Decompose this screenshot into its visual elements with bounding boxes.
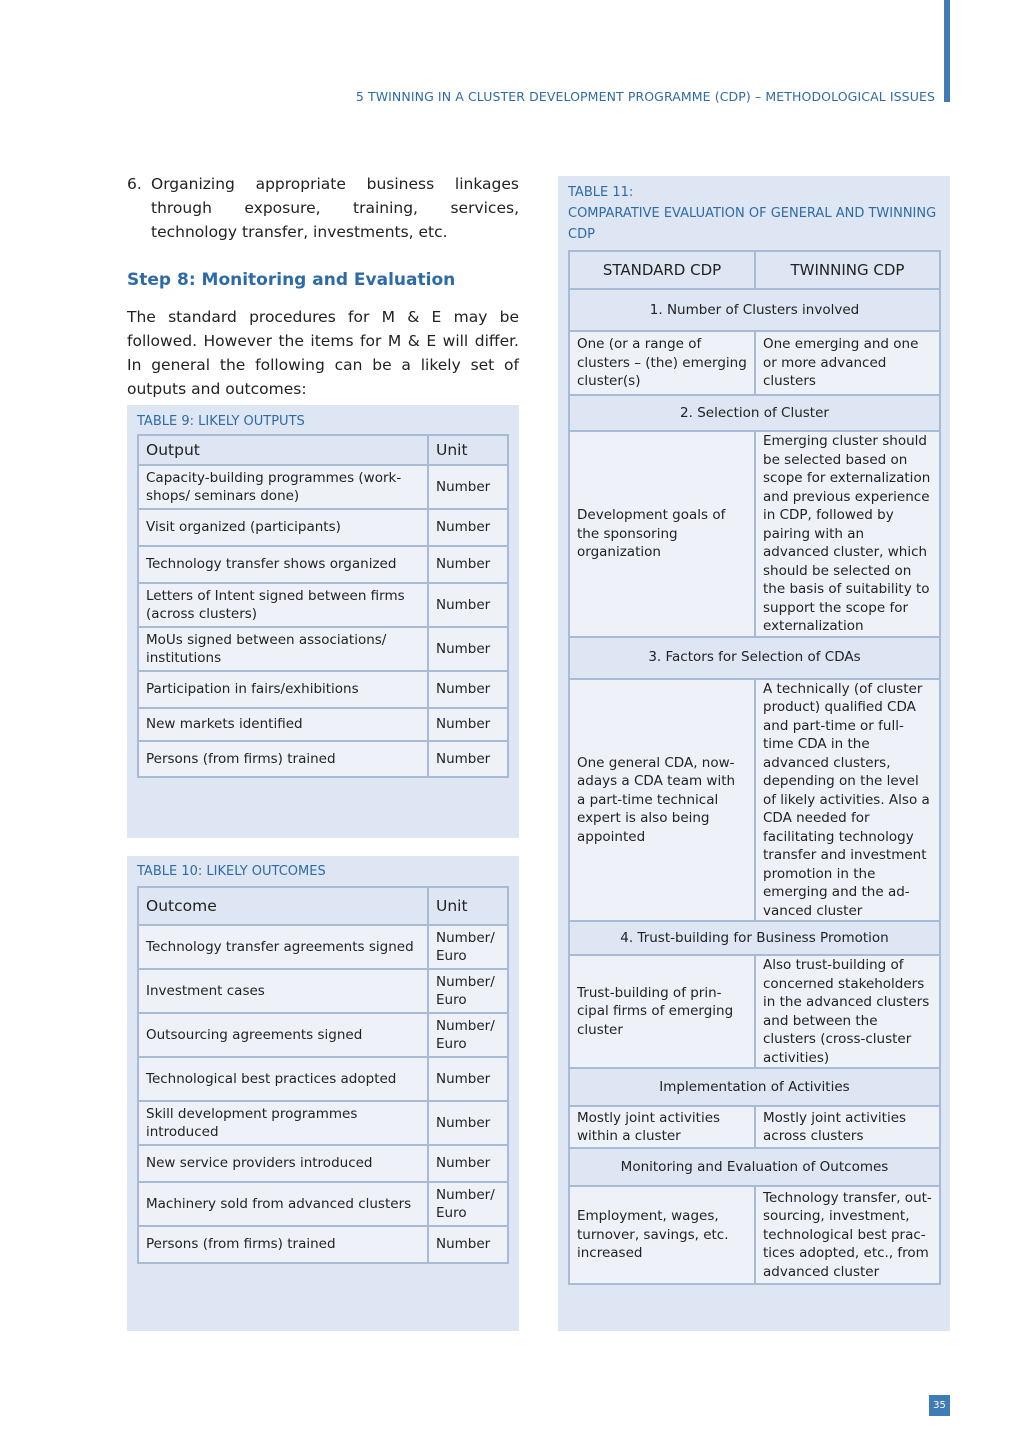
standard-cell: One (or a range of clusters – (the) emerging cluster(s) [569, 331, 755, 395]
standard-cell: One general CDA, nowadays a CDA team with a part-time technical expert is also being appointed [569, 679, 755, 922]
column-header-outcome: Outcome [138, 887, 428, 925]
unit-cell: Number [428, 509, 508, 546]
left-column [127, 172, 519, 401]
outcome-cell: New service providers introduced [138, 1145, 428, 1182]
table9-title: TABLE 9: LIKELY OUTPUTS [137, 414, 305, 429]
unit-cell: Number [428, 741, 508, 777]
table-row [569, 1186, 940, 1284]
table11-title: COMPARATIVE EVALUATION OF GENERAL AND TWINNING CDP [568, 206, 937, 242]
table-row [138, 1182, 508, 1226]
outcome-cell: Technological best practices adopted [138, 1057, 428, 1101]
table10-box [127, 856, 519, 1331]
outcome-cell: Technology transfer agreements signed [138, 925, 428, 969]
section-row [569, 1148, 940, 1186]
unit-cell: Number/ Euro [428, 925, 508, 969]
unit-cell: Number/ Euro [428, 969, 508, 1013]
step-heading: Step 8: Monitoring and Evaluation [127, 270, 456, 290]
unit-cell: Number [428, 465, 508, 509]
table-row [138, 925, 508, 969]
unit-cell: Number [428, 708, 508, 741]
outcome-cell: Outsourcing agreements signed [138, 1013, 428, 1057]
list-item [127, 172, 519, 244]
output-cell: Letters of Intent signed between firms (across clusters) [138, 583, 428, 627]
table-row [138, 1101, 508, 1145]
outputs-table [137, 434, 509, 778]
comparison-table [568, 250, 941, 1285]
outcome-cell: Investment cases [138, 969, 428, 1013]
output-cell: Participation in fairs/exhibitions [138, 671, 428, 708]
table10-title: TABLE 10: LIKELY OUTCOMES [137, 864, 326, 879]
section-row [569, 289, 940, 331]
unit-cell: Number [428, 1057, 508, 1101]
table-row [138, 546, 508, 583]
running-header: 5 TWINNING IN A CLUSTER DEVELOPMENT PROGRAMME (CDP) – METHODOLOGICAL ISSUES [355, 89, 935, 104]
column-header-unit: Unit [428, 435, 508, 465]
table-row [138, 969, 508, 1013]
outcomes-table [137, 886, 509, 1264]
table-row [138, 741, 508, 777]
section-heading: 1. Number of Clusters involved [569, 289, 940, 331]
section-row [569, 637, 940, 679]
section-row [569, 395, 940, 431]
table-row [138, 509, 508, 546]
table-row [138, 465, 508, 509]
table-row [138, 708, 508, 741]
unit-cell: Number [428, 1145, 508, 1182]
page-number: 35 [929, 1395, 950, 1416]
list-item-text: Organizing appropriate business linkages through exposure, training, services, technology transfer, investments, etc. [151, 175, 519, 241]
outcome-cell: Machinery sold from advanced clusters [138, 1182, 428, 1226]
list-item-number: 6. [127, 175, 142, 193]
twinning-cell: One emerging and one or more advanced clusters [755, 331, 940, 395]
standard-cell: Mostly joint activities within a cluster [569, 1106, 755, 1148]
twinning-cell: Technology transfer, outsourcing, investment, technological best practices adopted, etc., from advanced cluster [755, 1186, 940, 1284]
unit-cell: Number/ Euro [428, 1013, 508, 1057]
twinning-cell: Mostly joint activities across clusters [755, 1106, 940, 1148]
table-row [569, 1106, 940, 1148]
output-cell: New markets identified [138, 708, 428, 741]
table-row [138, 1145, 508, 1182]
unit-cell: Number [428, 583, 508, 627]
table-row [569, 955, 940, 1068]
table11-box [558, 176, 950, 1331]
output-cell: Persons (from firms) trained [138, 741, 428, 777]
unit-cell: Number/ Euro [428, 1182, 508, 1226]
table-row [138, 627, 508, 671]
standard-cell: Development goals of the sponsoring organization [569, 431, 755, 637]
standard-cell: Employment, wages, turnover, savings, etc. increased [569, 1186, 755, 1284]
output-cell: Technology transfer shows organized [138, 546, 428, 583]
table-row [138, 583, 508, 627]
unit-cell: Number [428, 671, 508, 708]
outcome-cell: Persons (from firms) trained [138, 1226, 428, 1263]
output-cell: Visit organized (participants) [138, 509, 428, 546]
output-cell: Capacity-building programmes (workshops/ seminars done) [138, 465, 428, 509]
section-heading: 2. Selection of Cluster [569, 395, 940, 431]
unit-cell: Number [428, 546, 508, 583]
header-accent-bar [944, 0, 950, 102]
twinning-cell: A technically (of cluster product) qualified CDA and part-time or full-time CDA in the advanced clusters, depending on the level of likely activities. Also a CDA needed for facilitating technology transfer and investment promotion in the emerging and the advanced cluster [755, 679, 940, 922]
table11-title-label: TABLE 11: [568, 185, 634, 200]
output-cell: MoUs signed between associations/ institutions [138, 627, 428, 671]
table-row [138, 1013, 508, 1057]
table-row [569, 679, 940, 922]
table9-box [127, 405, 519, 838]
column-header-unit: Unit [428, 887, 508, 925]
twinning-cell: Also trust-building of concerned stakeholders in the advanced clusters and between the clusters (cross-cluster activities) [755, 955, 940, 1068]
table-header-row [138, 435, 508, 465]
standard-cell: Trust-building of principal firms of emerging cluster [569, 955, 755, 1068]
section-row [569, 1068, 940, 1106]
unit-cell: Number [428, 627, 508, 671]
column-header-output: Output [138, 435, 428, 465]
column-header-twinning: TWINNING CDP [755, 251, 940, 289]
unit-cell: Number [428, 1101, 508, 1145]
section-heading: 4. Trust-building for Business Promotion [569, 921, 940, 955]
table-row [138, 1226, 508, 1263]
table-row [569, 431, 940, 637]
table-row [569, 331, 940, 395]
table-header-row [138, 887, 508, 925]
column-header-standard: STANDARD CDP [569, 251, 755, 289]
section-heading: Implementation of Activities [569, 1068, 940, 1106]
table-row [138, 671, 508, 708]
section-heading: 3. Factors for Selection of CDAs [569, 637, 940, 679]
table-header-row [569, 251, 940, 289]
unit-cell: Number [428, 1226, 508, 1263]
step-body: The standard procedures for M & E may be followed. However the items for M & E will differ. In general the following can be a likely set of outputs and outcomes: [127, 308, 519, 398]
section-row [569, 921, 940, 955]
twinning-cell: Emerging cluster should be selected based on scope for externalization and previous experience in CDP, followed by pairing with an advanced cluster, which should be selected on the basis of suitability to support the scope for externalization [755, 431, 940, 637]
outcome-cell: Skill development programmes introduced [138, 1101, 428, 1145]
table-row [138, 1057, 508, 1101]
section-heading: Monitoring and Evaluation of Outcomes [569, 1148, 940, 1186]
